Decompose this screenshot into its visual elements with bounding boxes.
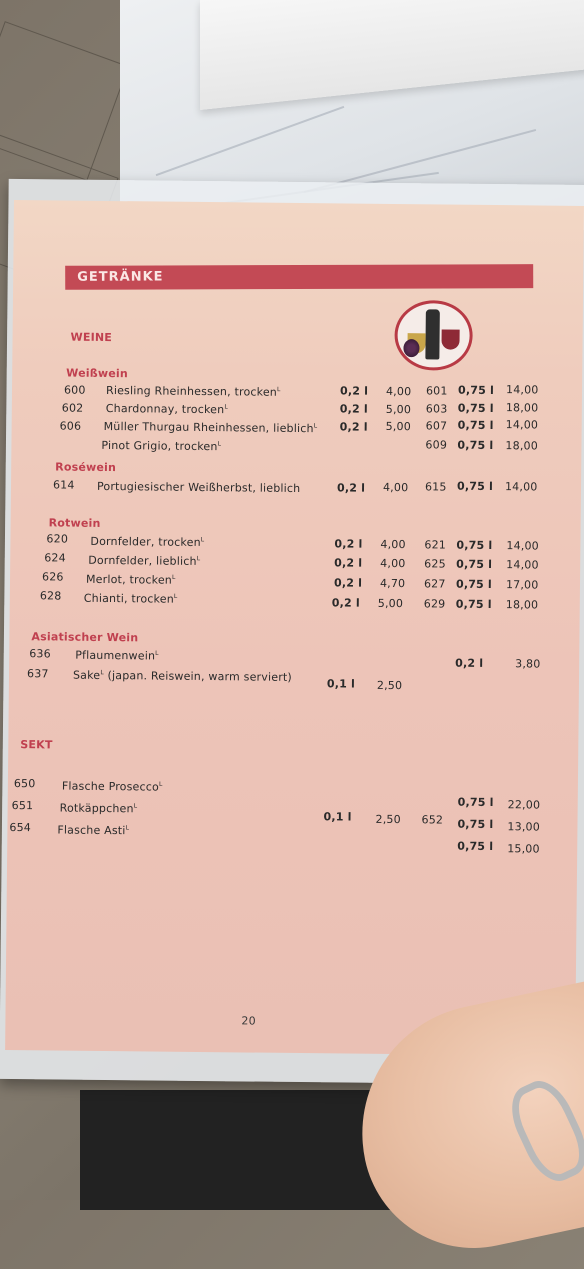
sekt-bottle-price: 15,00 [507,842,540,856]
section-rotwein: Rotwein [48,516,101,530]
item-number-large: 603 [425,402,448,416]
item-number-large: 625 [424,557,446,571]
item-number-large: 609 [425,438,448,452]
size-large: 0,75 l [455,577,493,592]
item-number: 614 [52,478,75,492]
sekt-glass-size: 0,1 l [323,810,352,824]
size-small: 0,2 l [334,537,363,551]
grapes-icon [403,339,419,357]
price-small: 5,00 [385,402,412,417]
size-large: 0,75 l [456,479,494,494]
tablecloth-crease [156,106,345,176]
page-number: 20 [241,1014,256,1028]
sekt-glass-price: 2,50 [375,812,401,827]
size-large: 0,75 l [456,557,493,572]
price-large: 17,00 [505,578,539,592]
item-number: 600 [63,383,86,397]
price-large: 14,00 [506,558,539,572]
price-large: 14,00 [504,480,538,494]
item-name: Merlot, trocken$^L$ [85,572,176,587]
item-name: Dornfelder, trocken$^L$ [90,534,205,549]
item-number: 637 [26,667,49,681]
section-weisswein: Weißwein [66,366,128,381]
price-small: 4,00 [385,384,412,399]
header-title: GETRÄNKE [77,269,164,285]
price-small: 4,00 [380,537,406,552]
bottle-icon [425,309,440,359]
size-small: 0,2 l [334,556,363,570]
size-large: 0,75 l [457,383,495,398]
item-name: Chardonnay, trocken$^L$ [105,401,228,417]
size-small: 0,2 l [333,576,363,590]
size-large: 0,75 l [457,418,494,433]
price-small: 4,00 [382,480,409,495]
item-name: Flasche Prosecco$^L$ [61,779,163,794]
size-large: 0,75 l [457,401,494,416]
item-number: 624 [44,551,66,565]
price-small: 5,00 [385,419,412,434]
sekt-bottle-price: 22,00 [507,798,541,812]
item-number: 606 [59,419,82,433]
item-number: 602 [61,401,84,415]
item-number: 651 [11,799,34,813]
sekt-bottle-price: 13,00 [507,820,541,834]
item-name: Pinot Grigio, trocken$^L$ [101,438,222,454]
item-name: Pflaumenwein$^L$ [75,648,159,663]
size-small: 0,2 l [339,384,369,398]
price-large: 18,00 [505,401,539,415]
price-large: 14,00 [506,539,539,553]
price: 2,50 [376,678,403,693]
price-small: 4,00 [380,556,406,571]
item-name: Sake$^L$ (japan. Reiswein, warm serviert) [72,668,293,684]
size-small: 0,2 l [331,596,360,610]
menu-page [5,200,584,1056]
item-name: Müller Thurgau Rheinhessen, lieblich$^L$ [103,419,318,436]
item-number-large: 629 [423,597,446,611]
item-number-large: 601 [425,384,448,398]
item-number-large: 621 [424,538,447,552]
section-rosewein: Roséwein [55,460,117,475]
sekt-glass-number: 652 [421,813,444,827]
section-asiatisch: Asiatischer Wein [31,630,139,645]
sekt-bottle-size: 0,75 l [457,839,494,854]
item-name: Riesling Rheinhessen, trocken$^L$ [105,383,281,399]
item-number: 654 [9,820,32,835]
item-name: Rotkäppchen$^L$ [59,801,138,816]
item-name: Portugiesischer Weißherbst, lieblich [96,479,301,496]
section-weine: WEINE [70,330,113,345]
item-number-large: 627 [423,577,446,591]
item-name: Flasche Asti$^L$ [57,823,130,838]
header-bar [65,264,533,290]
price-small: 4,70 [379,576,406,591]
size-large: 0,75 l [455,597,492,612]
item-name: Dornfelder, lieblich$^L$ [88,553,201,568]
size-large: 0,75 l [457,438,494,453]
item-number: 628 [39,589,62,603]
item-name: Chianti, trocken$^L$ [83,591,178,606]
glass-icon [441,329,459,349]
price-large: 14,00 [505,383,539,397]
section-sekt: SEKT [20,738,53,752]
item-number: 620 [46,532,69,546]
item-number: 650 [13,777,36,791]
price-large: 18,00 [505,598,539,612]
price: 3,80 [515,657,541,671]
item-number-large: 607 [425,419,448,433]
sekt-bottle-size: 0,75 l [457,817,494,832]
wine-icon [394,300,473,371]
size-large: 0,75 l [456,538,493,553]
size-small: 0,2 l [336,481,366,495]
item-number: 636 [29,647,51,661]
price-large: 14,00 [505,418,539,432]
size: 0,1 l [326,677,356,691]
price-small: 5,00 [377,596,404,611]
item-number: 626 [41,570,64,584]
size-small: 0,2 l [339,402,368,416]
price-large: 18,00 [505,439,539,453]
size: 0,2 l [455,656,484,670]
item-number-large: 615 [424,480,447,494]
size-small: 0,2 l [339,420,368,434]
sekt-bottle-size: 0,75 l [457,795,494,810]
